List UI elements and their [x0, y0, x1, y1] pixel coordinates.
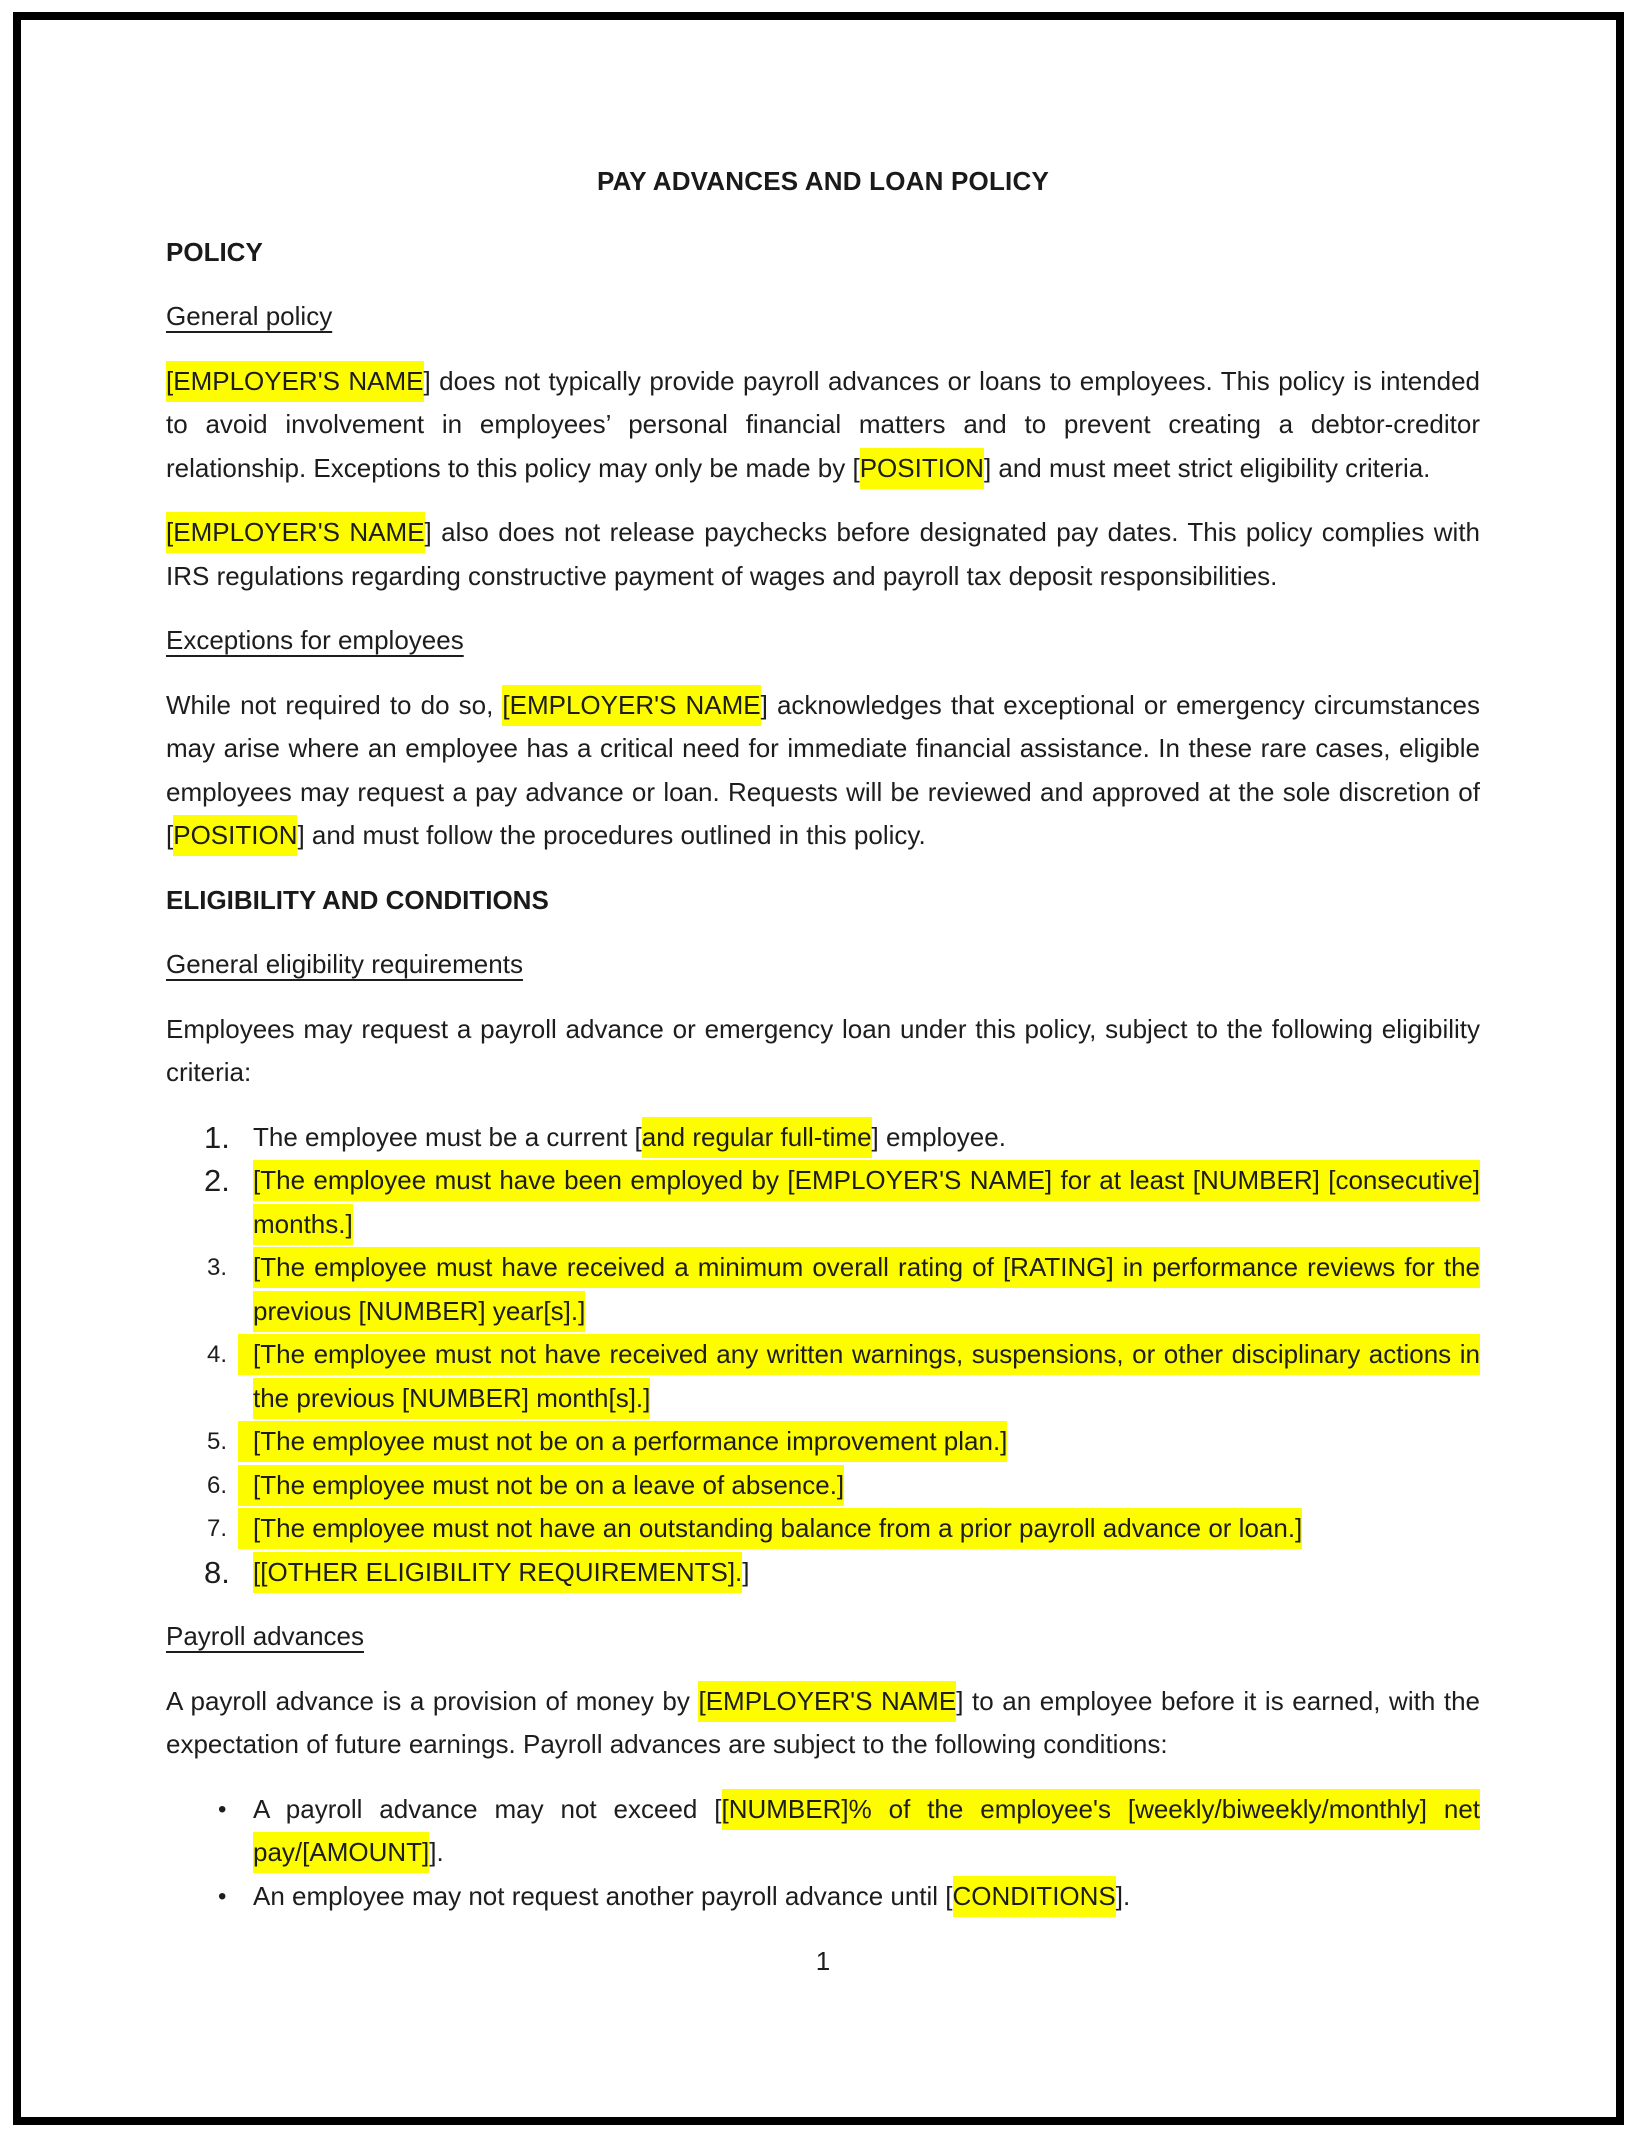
bullet-icon: • — [218, 1882, 227, 1910]
list-number: 2. — [204, 1163, 230, 1198]
highlighted-text-run: [EMPLOYER'S NAME — [502, 685, 760, 726]
highlighted-text-run: [[OTHER ELIGIBILITY REQUIREMENTS]. — [253, 1552, 742, 1593]
text-run: ]. — [1115, 1880, 1131, 1911]
highlighted-text-run: [EMPLOYER'S NAME — [698, 1681, 956, 1722]
sub-heading: General policy — [166, 301, 333, 331]
document-body — [166, 231, 1480, 1919]
highlighted-text-run: [The employee must not have an outstanding balance from a prior payroll advance or loan.] — [238, 1508, 1302, 1549]
text-run: ] also does not release paychecks before designated pay dates. This policy complies with IRS regulations regarding constructive payment of wages and payroll tax deposit responsibilities. — [166, 517, 1480, 591]
list-number: 3. — [207, 1254, 228, 1281]
highlighted-text-run: CONDITIONS — [953, 1876, 1116, 1917]
text-run: Employees may request a payroll advance or emergency loan under this policy, subject to the following eligibility criteria: — [166, 1013, 1480, 1087]
page-number: 1 — [815, 1946, 831, 1976]
sub-heading: Payroll advances — [166, 1621, 364, 1651]
list-number: 5. — [207, 1428, 228, 1455]
list-item — [166, 1875, 1480, 1919]
list-item — [166, 1159, 1480, 1246]
ordered-list — [166, 1116, 1480, 1595]
list-item — [166, 1507, 1480, 1551]
text-run: ] employee. — [871, 1121, 1006, 1152]
list-item — [166, 1333, 1480, 1420]
highlighted-text-run: [EMPLOYER'S NAME — [166, 512, 425, 553]
document-title: PAY ADVANCES AND LOAN POLICY — [597, 166, 1049, 196]
list-item — [166, 1116, 1480, 1160]
list-number: 6. — [207, 1471, 228, 1499]
sub-heading: General eligibility requirements — [166, 949, 523, 979]
section-heading: POLICY — [166, 236, 263, 267]
list-item — [166, 1420, 1480, 1464]
text-run: ] to an employee before it is earned, with the expectation of future earnings. Payroll advances are subject to the following conditions: — [166, 1685, 1481, 1759]
text-run: The employee must be a current [ — [253, 1121, 642, 1152]
paragraph — [166, 1680, 1480, 1767]
highlighted-text-run: and regular full-time — [642, 1117, 872, 1158]
highlighted-text-run: [NUMBER]% of the employee's [weekly/biweekly/monthly] net pay/[AMOUNT] — [253, 1789, 1480, 1874]
text-run: A payroll advance is a provision of money by — [166, 1685, 699, 1716]
list-item — [166, 1464, 1480, 1508]
text-run: A payroll advance may not exceed [ — [253, 1793, 722, 1824]
highlighted-text-run: POSITION — [173, 815, 297, 856]
text-run: An employee may not request another payroll advance until [ — [253, 1880, 953, 1911]
highlighted-text-run: [The employee must not be on a leave of absence.] — [238, 1465, 844, 1506]
text-run: ]. — [429, 1837, 444, 1867]
highlighted-text-run: [EMPLOYER'S NAME — [166, 361, 424, 402]
paragraph — [166, 684, 1480, 858]
list-item — [166, 1246, 1480, 1333]
list-number: 4. — [207, 1341, 228, 1368]
highlighted-text-run: [The employee must have received a minimum overall rating of [RATING] in performance reviews for the previous [NUMBER] year[s].] — [253, 1247, 1480, 1332]
list-number: 8. — [204, 1554, 230, 1590]
paragraph — [166, 360, 1480, 491]
bullet-icon: • — [218, 1795, 227, 1823]
highlighted-text-run: POSITION — [860, 448, 984, 489]
text-run: ] — [742, 1556, 750, 1587]
text-run: ] and must follow the procedures outlined in this policy. — [297, 820, 926, 850]
text-run: ] and must meet strict eligibility criteria. — [983, 452, 1431, 483]
paragraph — [166, 511, 1480, 598]
list-item — [166, 1551, 1480, 1595]
list-number: 7. — [207, 1515, 228, 1542]
list-number: 1. — [204, 1119, 230, 1155]
text-run: ] acknowledges that exceptional or emergency circumstances may arise where an employee has a critical need for immediate financial assistance. In these rare cases, eligible employees may request a pay advance or loan. Requests will be reviewed and approved at the sole discretion of [ — [166, 689, 1480, 850]
text-run: While not required to do so, — [166, 689, 503, 720]
highlighted-text-run: [The employee must not have received any written warnings, suspensions, or other disciplinary actions in the previous [NUMBER] month[s].] — [238, 1334, 1480, 1419]
bullet-list — [166, 1788, 1480, 1919]
paragraph — [166, 1008, 1480, 1095]
text-run: ] does not typically provide payroll advances or loans to employees. This policy is intended to avoid involvement in employees’ personal financial matters and to prevent creating a debtor-creditor relationship. Exceptions to this policy may only be made by [ — [166, 365, 1480, 483]
section-heading: ELIGIBILITY AND CONDITIONS — [166, 884, 549, 915]
highlighted-text-run: [The employee must not be on a performance improvement plan.] — [238, 1421, 1007, 1462]
highlighted-text-run: [The employee must have been employed by [EMPLOYER'S NAME] for at least [NUMBER] [consecutive] months.] — [253, 1160, 1480, 1245]
list-item — [166, 1788, 1480, 1875]
sub-heading: Exceptions for employees — [166, 625, 464, 655]
